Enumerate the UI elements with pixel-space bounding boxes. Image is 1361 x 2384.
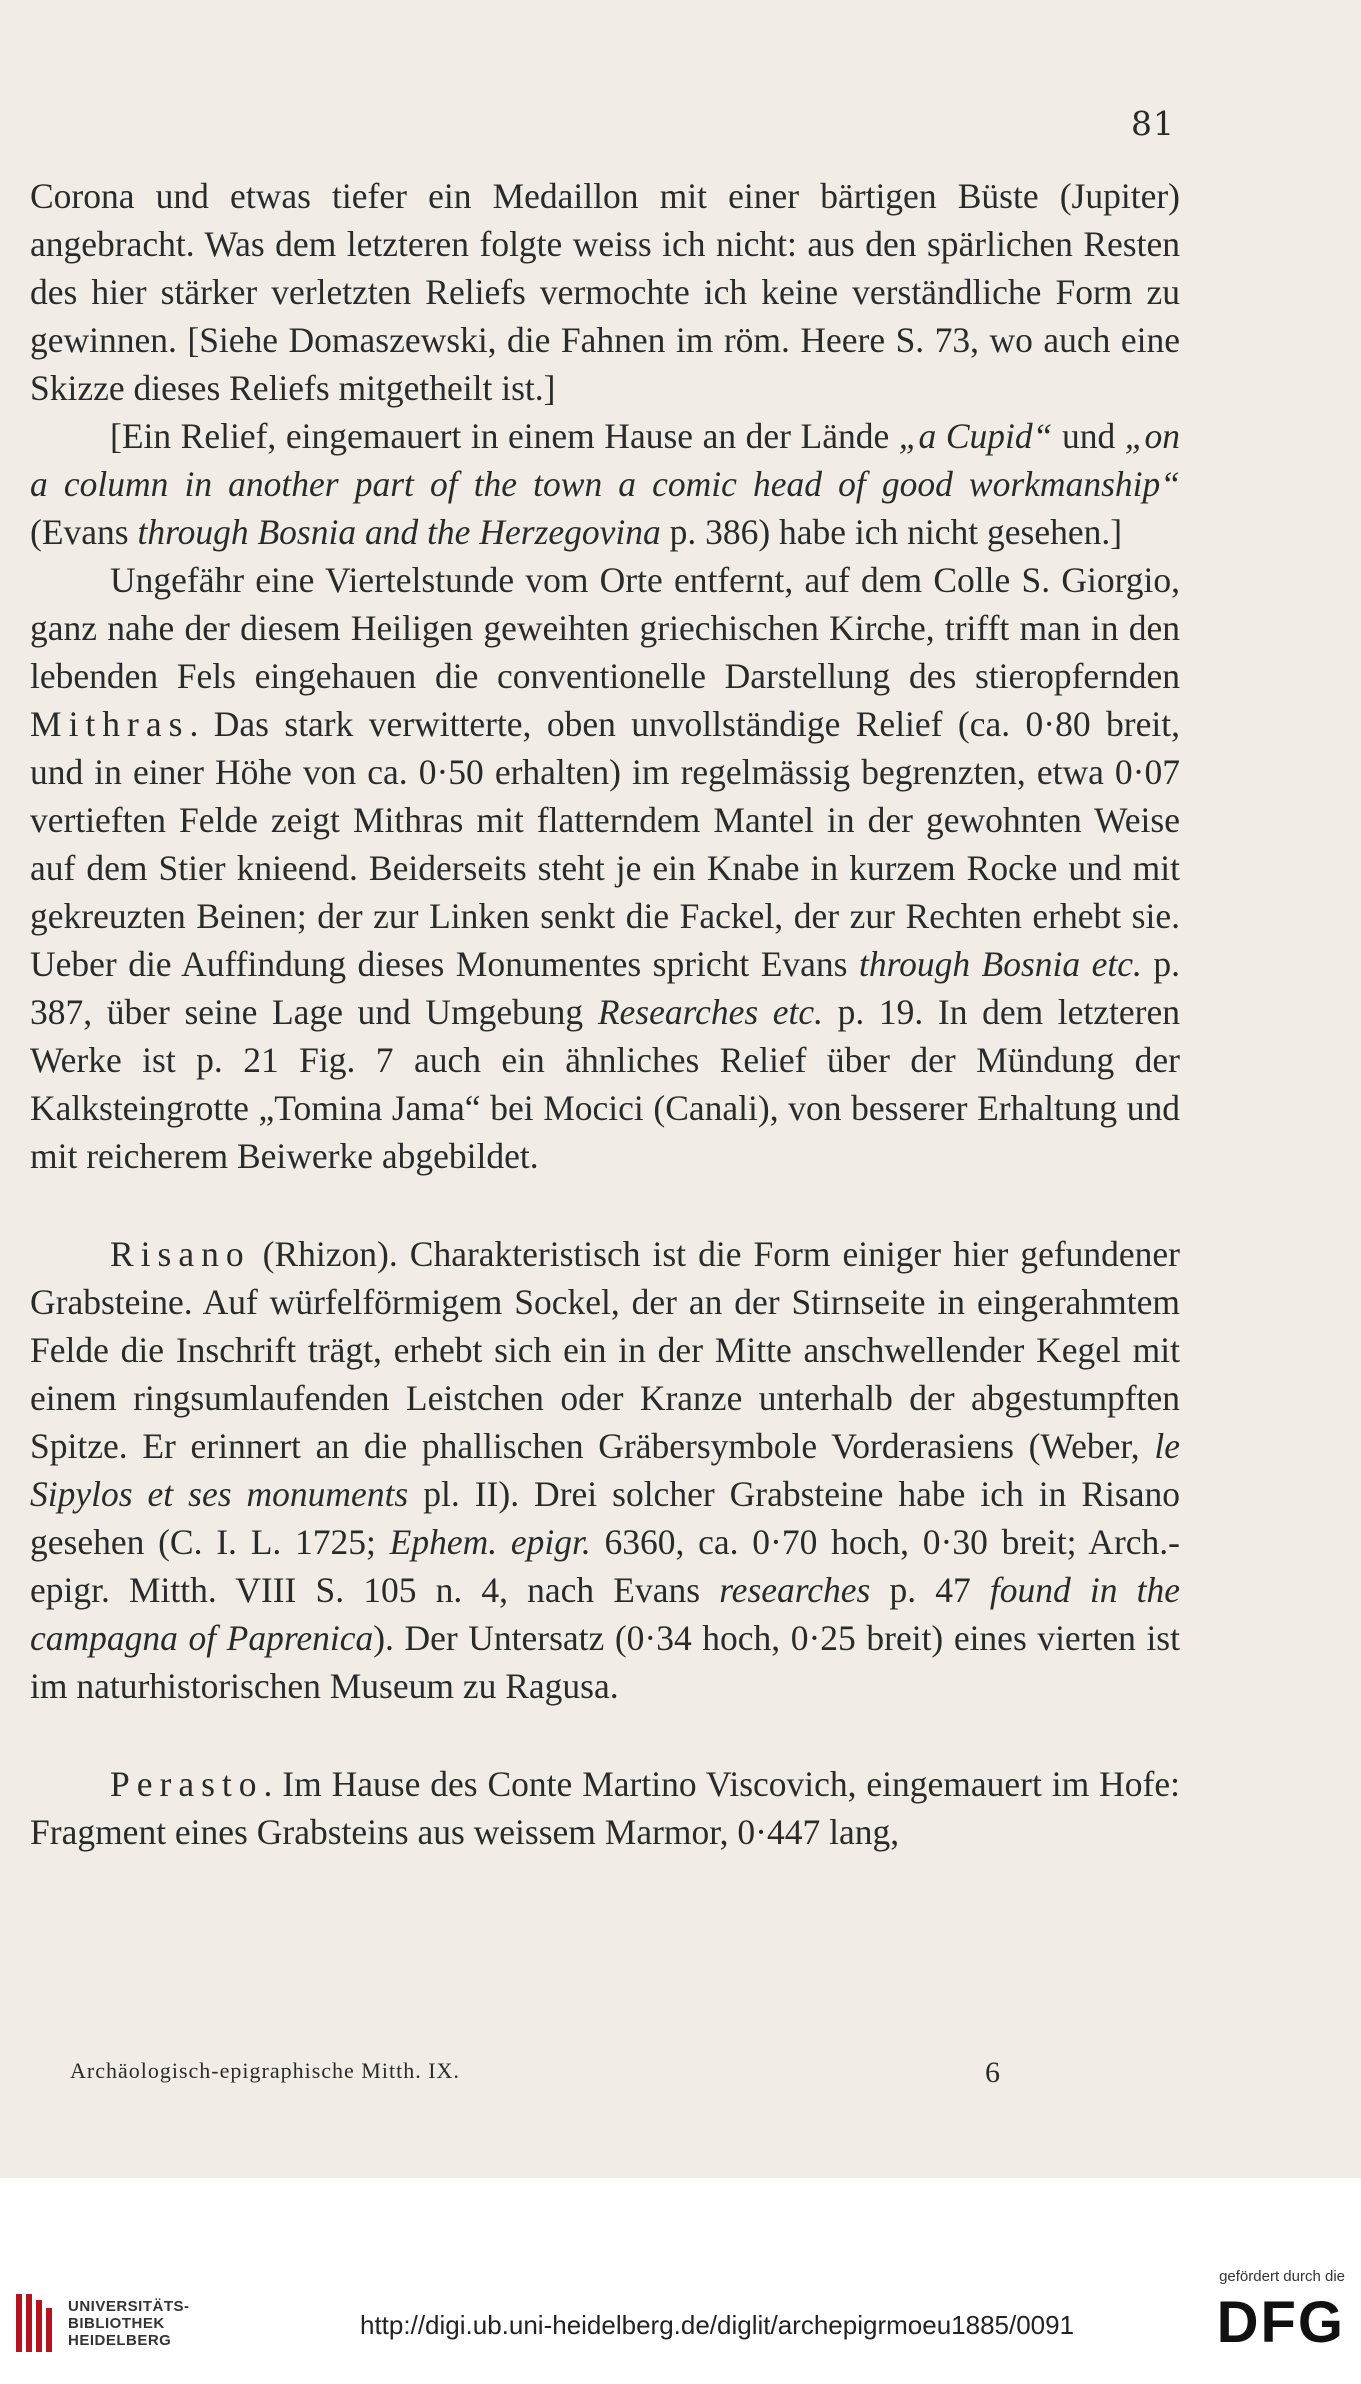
italic-span: Researches etc. [597, 992, 824, 1032]
text-span: p. 19. In dem letzteren Werke ist p. 21 Fig. 7 auch ein ähnliches Relief über der Mündung der Kalksteingrotte „Tomina Jama“ bei Mocici (Canali), von besserer Erhaltung und mit reicherem Beiwerke abgebildet. [30, 992, 1180, 1176]
text-span: Ungefähr eine Viertelstunde vom Orte entfernt, auf dem Colle S. Giorgio, ganz nahe der diesem Heiligen geweihten griechischen Kirche, trifft man in den lebenden Fels eingehauen die conventionelle Darstellung des stieropfernden [30, 560, 1180, 696]
body-text [30, 172, 1180, 1856]
library-name-line: BIBLIOTHEK [68, 2314, 165, 2332]
dfg-logo: DFG [1216, 2290, 1345, 2355]
library-name-line: HEIDELBERG [68, 2331, 172, 2349]
italic-span: through Bosnia and the Herzegovina [137, 512, 661, 552]
library-logo[interactable] [14, 2290, 190, 2356]
text-span: 6360, ca. 0·70 hoch, 0·30 breit; Arch.-epigr. Mitth. VIII S. 105 n. 4, nach Evans [30, 1522, 1180, 1610]
permalink-url[interactable]: http://digi.ub.uni-heidelberg.de/diglit/archepigrmoeu1885/0091 [360, 2310, 1075, 2340]
signature-mark: 6 [985, 2056, 1000, 2089]
text-span: pl. II). Drei solcher Grabsteine habe ich in Risano gesehen (C. I. L. 1725; [30, 1474, 1180, 1562]
italic-span: found in the campagna of Paprenica [30, 1570, 1180, 1658]
italic-span: „on a column in another part of the town a comic head of good workmanship“ [30, 416, 1181, 504]
viewer-footer [0, 2178, 1361, 2384]
italic-span: through Bosnia etc. [858, 944, 1142, 984]
text-span: p. 387, über seine Lage und Umgebung [30, 944, 1181, 1032]
paragraph-5 [30, 1760, 1180, 1856]
paragraph-2 [30, 412, 1180, 556]
journal-footer [70, 2058, 1020, 2084]
text-span: ). Der Untersatz (0·34 hoch, 0·25 breit) eines vierten ist im naturhistorischen Museum zu Ragusa. [30, 1618, 1180, 1706]
italic-span: researches [719, 1570, 871, 1610]
library-logo-icon [14, 2290, 54, 2356]
italic-span: „a Cupid“ [898, 416, 1053, 456]
spaced-name: Perasto [110, 1764, 264, 1804]
dfg-funding[interactable] [1217, 2268, 1345, 2355]
text-span: (Rhizon). Charakteristisch ist die Form einiger hier gefundener Grabsteine. Auf würfelförmigem Sockel, der an der Stirnseite in eingerahmtem Felde die Inschrift trägt, erhebt sich ein in der Mitte anschwellender Kegel mit einem ringsumlaufenden Leistchen oder Kranze unterhalb der abgestumpften Spitze. Er erinnert an die phallischen Gräbersymbole Vorderasiens (Weber, [30, 1234, 1180, 1466]
journal-title: Archäologisch-epigraphische Mitth. IX. [70, 2058, 460, 2083]
italic-span: le Sipylos et ses monuments [30, 1426, 1180, 1514]
library-name [68, 2298, 190, 2349]
text-span: und [1052, 416, 1125, 456]
text-span: [Ein Relief, eingemauert in einem Hause an der Lände [110, 416, 899, 456]
page-number: 81 [1131, 104, 1175, 143]
paragraph-3 [30, 556, 1180, 1180]
spaced-name: Risano [110, 1234, 251, 1274]
text-span: . Im Hause des Conte Martino Viscovich, eingemauert im Hofe: Fragment eines Grabsteins aus weissem Marmor, 0·447 lang, [30, 1764, 1180, 1852]
paragraph-4 [30, 1230, 1180, 1710]
spaced-name: Mithras [30, 704, 190, 744]
text-span: p. 386) habe ich nicht gesehen.] [660, 512, 1123, 552]
dfg-caption: gefördert durch die [1219, 2268, 1345, 2285]
paragraph-1: Corona und etwas tiefer ein Medaillon mit einer bärtigen Büste (Jupiter) angebracht. Was dem letzteren folgte weiss ich nicht: aus den spärlichen Resten des hier stärker verletzten Reliefs vermochte ich keine verständliche Form zu gewinnen. [Siehe Domaszewski, die Fahnen im röm. Heere S. 73, wo auch eine Skizze dieses Reliefs mitgetheilt ist.] [30, 176, 1180, 408]
library-name-line: UNIVERSITÄTS- [68, 2297, 190, 2315]
text-span: (Evans [30, 512, 138, 552]
italic-span: Ephem. epigr. [389, 1522, 591, 1562]
text-span: . Das stark verwitterte, oben unvollständige Relief (ca. 0·80 breit, und in einer Höhe von ca. 0·50 erhalten) im regelmässig begrenzten, etwa 0·07 vertieften Felde zeigt Mithras mit flatterndem Mantel in der gewohnten Weise auf dem Stier knieend. Beiderseits steht je ein Knabe in kurzem Rocke und mit gekreuzten Beinen; der zur Linken senkt die Fackel, der zur Rechten erhebt sie. Ueber die Auffindung dieses Monumentes spricht Evans [30, 704, 1180, 984]
text-span: p. 47 [870, 1570, 990, 1610]
